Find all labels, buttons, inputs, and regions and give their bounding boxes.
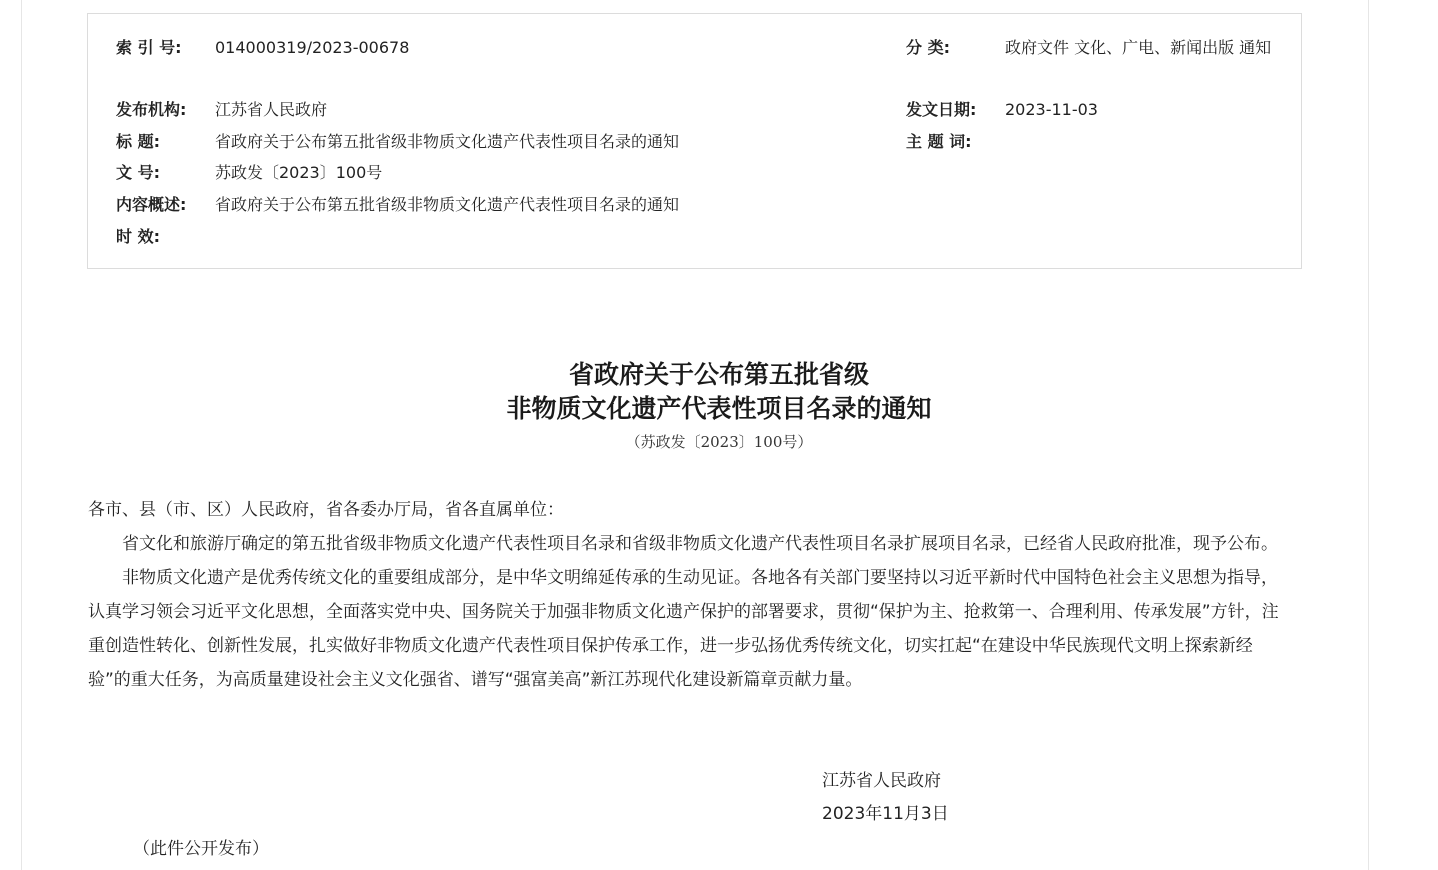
- meta-date-row: [906, 94, 1286, 125]
- sign-date: 2023年11月3日: [822, 804, 949, 824]
- meta-title-value: 省政府关于公布第五批省级非物质文化遗产代表性项目名录的通知: [215, 132, 680, 151]
- meta-subject-label: 主 题 词:: [906, 132, 972, 151]
- meta-summary-row: [116, 189, 836, 220]
- meta-category-value: 政府文件 文化、广电、新闻出版 通知: [1005, 38, 1272, 57]
- meta-category-row: [906, 32, 1286, 96]
- meta-index-value: 014000319/2023-00678: [215, 38, 410, 57]
- meta-category-label: 分 类:: [906, 38, 950, 57]
- meta-summary-value: 省政府关于公布第五批省级非物质文化遗产代表性项目名录的通知: [215, 195, 680, 214]
- document-number: （苏政发〔2023〕100号）: [625, 433, 813, 451]
- meta-docno-row: [116, 157, 836, 188]
- meta-validity-row: [116, 221, 836, 252]
- meta-summary-label: 内容概述:: [116, 195, 187, 214]
- document-title-line1: 省政府关于公布第五批省级: [568, 360, 869, 389]
- meta-title-label: 标 题:: [116, 132, 160, 151]
- meta-title-row: [116, 126, 836, 157]
- meta-publisher-value: 江苏省人民政府: [215, 100, 328, 119]
- meta-date-label: 发文日期:: [906, 100, 977, 119]
- document-metadata-box: [87, 13, 1302, 269]
- paragraph-1: 省文化和旅游厅确定的第五批省级非物质文化遗产代表性项目名录和省级非物质文化遗产代表性项目名录扩展项目名录，已经省人民政府批准，现予公布。: [122, 534, 1278, 554]
- meta-index-row: [116, 32, 836, 63]
- meta-subject-row: [906, 126, 1286, 157]
- document-body: [88, 493, 1280, 697]
- salutation: 各市、县（市、区）人民政府，省各委办厅局，省各直属单位：: [88, 500, 564, 520]
- meta-date-value: 2023-11-03: [1005, 100, 1098, 119]
- signer: 江苏省人民政府: [822, 771, 941, 791]
- meta-publisher-row: [116, 94, 836, 125]
- publication-note: （此件公开发布）: [133, 839, 269, 859]
- meta-validity-label: 时 效:: [116, 227, 160, 246]
- paragraph-2: 非物质文化遗产是优秀传统文化的重要组成部分，是中华文明绵延传承的生动见证。各地各有关部门要坚持以习近平新时代中国特色社会主义思想为指导，认真学习领会习近平文化思想，全面落实党中央、国务院关于加强非物质文化遗产保护的部署要求，贯彻“保护为主、抢救第一、合理利用、传承发展”方针，注重创造性转化、创新性发展，扎实做好非物质文化遗产代表性项目保护传承工作，进一步弘扬优秀传统文化，切实扛起“在建设中华民族现代文明上探索新经验”的重大任务，为高质量建设社会主义文化强省、谱写“强富美高”新江苏现代化建设新篇章贡献力量。: [88, 568, 1279, 690]
- meta-index-label: 索 引 号:: [116, 38, 182, 57]
- document-title-line2: 非物质文化遗产代表性项目名录的通知: [506, 394, 932, 423]
- meta-publisher-label: 发布机构:: [116, 100, 187, 119]
- meta-docno-label: 文 号:: [116, 163, 160, 182]
- meta-docno-value: 苏政发〔2023〕100号: [215, 163, 383, 182]
